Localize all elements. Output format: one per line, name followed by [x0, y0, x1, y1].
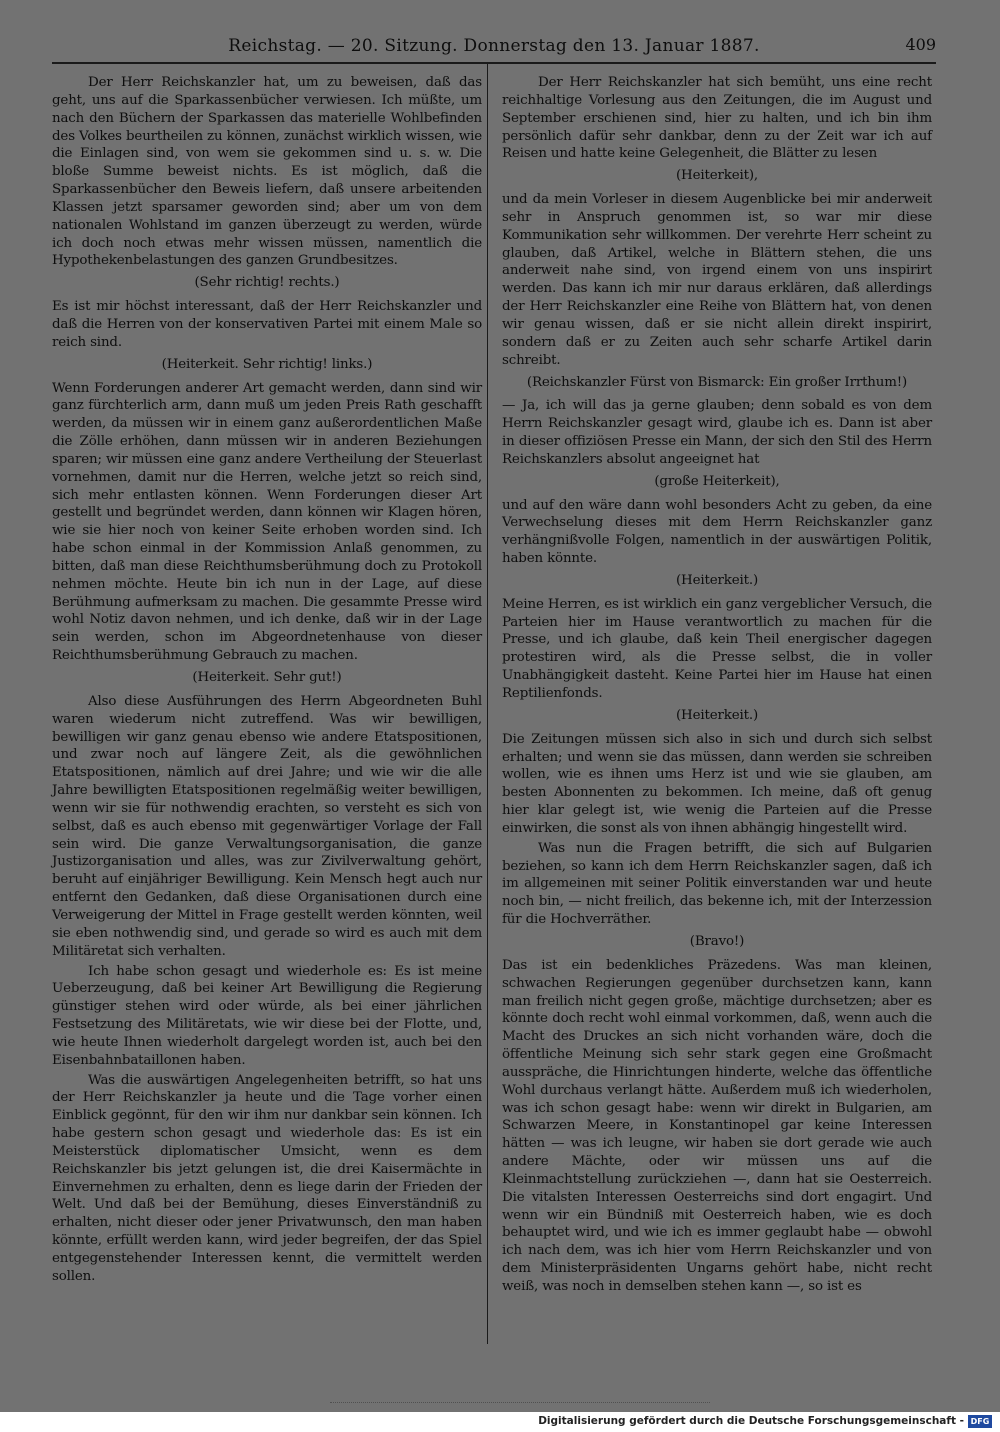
interjection: (Bravo!): [689, 933, 745, 949]
page-header: [52, 32, 936, 62]
interjection: (Heiterkeit.): [675, 572, 759, 588]
scan-artifact: [330, 1402, 710, 1403]
interjection: (Reichskanzler Fürst von Bismarck: Ein großer Irrthum!): [526, 374, 908, 390]
paragraph: Die Zeitungen müssen sich also in sich und durch sich selbst erhalten; und wenn sie das müssen, dann werden sie schreiben wollen, wie es ihnen ums Herz ist und wie sie glauben, am besten Abonnenten zu bekommen. Ich meine, daß oft genug hier klar gelegt ist, wie wenig die Parteien auf die Presse einwirken, die sonst als von ihnen abhängig hingestellt wird.: [502, 731, 932, 836]
paragraph: Der Herr Reichskanzler hat, um zu beweisen, daß das geht, uns auf die Sparkassenbücher verwiesen. Ich müßte, um nach den Büchern der Sparkassen das materielle Wohlbefinden des Volkes beurtheilen zu können, zunächst wirklich wissen, wie die Einlagen sind, von wem sie gekommen sind u. s. w. Die bloße Summe beweist nichts. Es ist möglich, daß die Sparkassenbücher den Beweis liefern, daß unsere arbeitenden Klassen jetzt sparsamer geworden sind; aber um von dem nationalen Wohlstand im ganzen überzeugt zu werden, würde ich doch noch etwas mehr wissen müssen, namentlich die Hypothekenbelastungen des ganzen Grundbesitzes.: [52, 75, 482, 269]
paragraph: Wenn Forderungen anderer Art gemacht werden, dann sind wir ganz fürchterlich arm, dann muß um jeden Preis Rath geschafft werden, da müssen wir in einem ganz außerordentlichen Maße die Zölle erhöhen, dann müssen wir in anderen Beziehungen sparen; wir müssen eine ganz andere Vertheilung der Steuerlast vornehmen, damit nur die Herren, welche jetzt so reich sind, sich mehr entlasten können. Wenn Forderungen dieser Art gestellt und begründet werden, dann können wir Klagen hören, wie sie hier noch von keiner Seite erhoben worden sind. Ich habe schon einmal in der Kommission Anlaß genommen, zu bitten, daß man diese Reichthumsberühmung doch zu Protokoll nehmen möchte. Heute bin ich nun in der Lage, auf diese Berühmung aufmerksam zu machen. Die gesammte Presse wird wohl Notiz davon nehmen, und ich denke, daß wir in der Lage sein werden, schon im Abgeordnetenhause von dieser Reichthumsberühmung Gebrauch zu machen.: [52, 380, 482, 664]
paragraph: Was nun die Fragen betrifft, die sich auf Bulgarien beziehen, so kann ich dem Herrn Reichskanzler sagen, daß ich im allgemeinen mit seiner Politik einverstanden war und heute noch bin, — nicht freilich, das bekenne ich, mit der Interzession für die Hochverräther.: [502, 840, 932, 928]
paragraph: und da mein Vorleser in diesem Augenblicke bei mir anderweit sehr in Anspruch genommen ist, so war mir diese Kommunikation sehr willkommen. Der verehrte Herr scheint zu glauben, daß Artikel, welche in Blättern stehen, die uns anderweit nahe sind, von irgend einem von uns inspirirt werden. Das kann ich mir nur daraus erklären, daß allerdings der Herr Reichskanzler eine Reihe von Blättern hat, von denen wir genau wissen, daß er sie nicht allein direkt inspirirt, sondern daß er zu Zeiten auch sehr scharfe Artikel darin schreibt.: [502, 192, 932, 368]
paragraph: Meine Herren, es ist wirklich ein ganz vergeblicher Versuch, die Parteien hier im Hause verantwortlich zu machen für die Presse, und ich glaube, daß kein Theil energischer dagegen protestiren wird, als die Presse selbst, die in voller Unabhängigkeit dasteht. Keine Partei hier im Hause hat einen Reptilienfonds.: [502, 596, 932, 701]
digitization-credit: Digitalisierung gefördert durch die Deutsche Forschungsgemeinschaft -: [538, 1415, 964, 1427]
right-column: [502, 74, 932, 1298]
header-rule: [52, 62, 936, 64]
paragraph: Was die auswärtigen Angelegenheiten betrifft, so hat uns der Herr Reichskanzler ja heute und die Tage vorher einen Einblick gegönnt, für den wir ihm nur dankbar sein können. Ich habe gestern schon gesagt und wiederhole das: Es ist ein Meisterstück diplomatischer Umsicht, wenn es dem Reichskanzler bis jetzt gelungen ist, die drei Kaisermächte in Einvernehmen zu erhalten, denn es liege darin der Frieden der Welt. Und daß bei der Bemühung, dieses Einverständniß zu erhalten, nicht dieser oder jener Privatwunsch, den man haben könnte, erfüllt werden kann, wird jeder begreifen, der das Spiel entgegenstehender Interessen kennt, die vermittelt werden sollen.: [52, 1072, 482, 1284]
interjection: (Heiterkeit. Sehr richtig! links.): [161, 356, 373, 372]
interjection: (Heiterkeit. Sehr gut!): [192, 670, 342, 685]
dfg-logo: DFG: [968, 1415, 992, 1428]
left-column: [52, 74, 482, 1288]
interjection: (Heiterkeit.): [675, 707, 759, 723]
running-head: Reichstag. — 20. Sitzung. Donnerstag den 13. Januar 1887.: [228, 36, 760, 56]
paragraph: Also diese Ausführungen des Herrn Abgeordneten Buhl waren wiederum nicht zutreffend. Was wir bewilligen, bewilligen wir ganz genau ebenso wie andere Etatspositionen, und zwar noch auf längere Zeit, als die gewöhnlichen Etatspositionen, nämlich auf drei Jahre; und wie wir die alle Jahre bewilligten Etatspositionen regelmäßig weiter bewilligen, wenn wir sie für nothwendig erachten, so versteht es sich von selbst, daß es auch ebenso mit gegenwärtiger Vorlage der Fall sein wird. Die ganze Verwaltungsorganisation, die ganze Justizorganisation und alles, was zur Zivilverwaltung gehört, beruht auf einjähriger Bewilligung. Kein Mensch hegt auch nur entfernt den Gedanken, daß diese Organisationen durch eine Verweigerung der Mittel in Frage gestellt werden könnten, weil sie eben nothwendig sind, und gerade so wird es auch mit dem Militäretat sich verhalten.: [52, 693, 482, 959]
paragraph: Ich habe schon gesagt und wiederhole es: Es ist meine Ueberzeugung, daß bei keiner Art Bewilligung die Regierung günstiger stehen wird oder würde, als bei einer jährlichen Festsetzung des Militäretats, wie wir diese bei der Flotte, und, wie heute Ihnen wiederholt dargelegt worden ist, auch bei den Eisenbahnbataillonen haben.: [52, 963, 482, 1068]
paragraph: Der Herr Reichskanzler hat sich bemüht, uns eine recht reichhaltige Vorlesung aus den Zeitungen, die im August und September erschienen sind, hier zu halten, und ich bin ihm persönlich dafür sehr dankbar, denn zu der Zeit war ich auf Reisen und hatte keine Gelegenheit, die Blätter zu lesen: [502, 75, 932, 162]
paragraph: — Ja, ich will das ja gerne glauben; denn sobald es von dem Herrn Reichskanzler gesagt wird, glaube ich es. Dann ist aber in dieser offiziösen Presse ein Mann, der sich den Stil des Herrn Reichskanzlers absolut angeeignet hat: [502, 398, 932, 467]
interjection: (Heiterkeit),: [675, 168, 759, 184]
page-number: 409: [905, 35, 936, 54]
interjection: (große Heiterkeit),: [654, 473, 780, 489]
interjection: (Sehr richtig! rechts.): [194, 275, 340, 291]
paragraph: und auf den wäre dann wohl besonders Acht zu geben, da eine Verwechselung dieses mit dem Herrn Reichskanzler ganz verhängnißvolle Folgen, namentlich in der auswärtigen Politik, haben könnte.: [502, 497, 932, 567]
paragraph: Das ist ein bedenkliches Präzedens. Was man kleinen, schwachen Regierungen gegenüber durchsetzen kann, kann man freilich nicht gegen große, mächtige durchsetzen; aber es könnte doch recht wohl einmal vorkommen, daß, wenn auch die Macht des Druckes an sich nicht vorhanden wäre, doch die öffentliche Meinung sich sehr stark gegen eine Großmacht ausspräche, die Hinrichtungen hinderte, welche das öffentliche Wohl durchaus verlangt hätte. Außerdem muß ich wiederholen, was ich schon gesagt habe: wenn wir direkt in Bulgarien, am Schwarzen Meere, in Konstantinopel gar keine Interessen hätten — was ich leugne, wir haben sie dort gerade wie auch andere Mächte, oder wir müssen uns auf die Kleinmachtstellung zurückziehen —, dann hat sie Oesterreich. Die vitalsten Interessen Oesterreichs sind dort engagirt. Und wenn wir ein Bündniß mit Oesterreich haben, wie es doch behauptet wird, und wie ich es immer geglaubt habe — obwohl ich nach dem, was ich hier vom Herrn Reichskanzler und von dem Ministerpräsidenten Ungarns gehört habe, nicht recht weiß, was noch in demselben stehen kann —, so ist es: [502, 957, 932, 1294]
column-divider: [487, 64, 488, 1344]
footer-bar: [0, 1412, 1000, 1432]
paragraph: Es ist mir höchst interessant, daß der Herr Reichskanzler und daß die Herren von der konservativen Partei mit einem Male so reich sind.: [52, 299, 482, 350]
